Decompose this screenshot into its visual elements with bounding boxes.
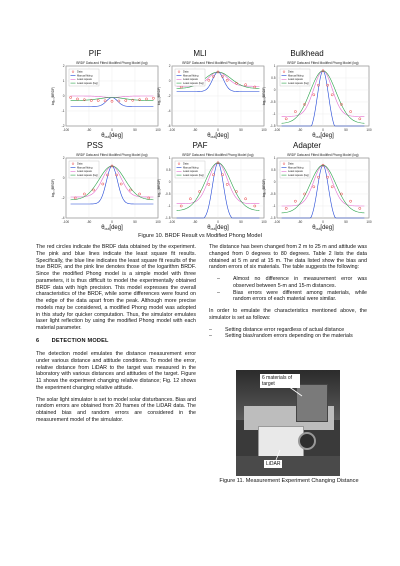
y-tick-label: -1 [61,109,65,114]
x-tick-label: 50 [344,128,348,132]
legend-label: Data [288,70,294,74]
x-tick-label: -100 [168,128,176,132]
photo-arrows [236,370,340,476]
y-tick-label: -1.5 [270,216,276,221]
section-number: 6 [36,337,40,344]
legend-label: Least square (log) [77,81,98,85]
figure-11-caption: Figure 11. Measurement Experiment Changing Distance [219,478,359,484]
legend-label: Data [77,162,83,166]
bullet-item [217,276,367,290]
x-tick-label: -50 [297,128,303,132]
y-tick-label: -4 [167,109,171,114]
x-axis-label: θout[deg] [312,225,334,232]
y-tick-label: 2 [168,64,171,69]
y-tick-label: 1 [168,156,171,161]
x-tick-label: 100 [261,128,267,132]
section-heading [36,338,196,345]
bullet-text: Setting bias/random errors depending on the materials [225,333,353,340]
x-tick-label: -50 [86,128,92,132]
x-axis-label: θout[deg] [312,133,334,140]
x-tick-label: -100 [273,128,281,132]
legend-label: Manual fitting [77,166,93,170]
x-tick-label: 50 [133,128,137,132]
x-tick-label: -100 [168,220,176,224]
y-tick-label: 0 [62,176,65,181]
plot-panel [51,153,161,231]
legend-label: Manual fitting [77,74,93,78]
x-tick-label: -50 [86,220,92,224]
plot-panel [157,153,267,231]
legend-label: Least square [183,78,198,82]
paragraph-solar-simulator: The solar light simulator is set to model solar disturbances. Bias and random errors are obtained from 20 frames of the LiDAR data. The obtained bias and random errors are considered in the measurement model of the simulator. [36,396,196,423]
y-tick-label: 0 [273,88,276,93]
plot-title-pif: PIF [88,49,102,58]
legend-label: Data [77,70,83,74]
y-tick-label: 2 [62,156,65,161]
legend-label: Data [288,162,294,166]
plot-panel [157,61,267,139]
paragraph-detection-model: The detection model emulates the distance measurement error under various distance and attitude conditions. To model the error, relative distance from LiDAR to the target was measured in the laboratory with various distances and attitudes of the target. Figure 11 shows the experiment changing relative distance; Fig. 12 shows the experiment changing relative attitude. [36,351,196,391]
y-tick-label: 0.5 [166,168,171,173]
x-tick-label: 50 [239,220,243,224]
y-tick-label: -2 [167,94,171,99]
bullet-dash: – [217,289,220,296]
y-tick-label: -2 [61,196,65,201]
y-axis-label: log₁₀(BRDF) [51,178,55,198]
paragraph-simulator-settings: In order to emulate the characteristics mentioned above, the simulator is set as follows: [209,308,367,321]
x-tick-label: 100 [155,128,161,132]
bullet-item [217,290,367,304]
right-column [209,244,367,340]
x-tick-label: 0 [111,128,113,132]
bullet-item [209,333,367,340]
plot-title-pss: PSS [86,141,103,150]
x-axis-label: θout[deg] [207,225,229,232]
x-tick-label: 50 [239,128,243,132]
y-tick-label: 0 [168,180,171,185]
plot-title-bulkhead: Bulkhead [290,49,324,58]
x-tick-label: -100 [62,220,70,224]
legend-label: Least square [77,170,92,174]
y-tick-label: -2 [61,124,65,129]
y-tick-label: -1.5 [270,124,276,129]
x-tick-label: -50 [192,128,198,132]
y-tick-label: 1 [273,156,276,161]
plot-panel [262,61,372,139]
x-tick-label: 100 [155,220,161,224]
y-axis-label: log₁₀(BRDF) [157,178,161,198]
panel-heading: BRDF Data and Fitted Modified Phong Model (log) [182,61,254,65]
bullet-dash: – [209,333,212,340]
legend-label: Least square (log) [288,173,309,177]
x-tick-label: -50 [192,220,198,224]
legend-label: Data [183,162,189,166]
legend-label: Manual fitting [183,74,199,78]
x-tick-label: 50 [133,220,137,224]
bullet-dash: – [217,276,220,283]
panel-heading: BRDF Data and Fitted Modified Phong Model (log) [287,153,359,157]
y-axis-label: log₁₀(BRDF) [262,86,266,106]
y-tick-label: 0 [273,180,276,185]
y-tick-label: 2 [62,64,65,69]
legend-label: Least square (log) [288,81,309,85]
y-tick-label: -0.5 [270,100,276,105]
y-tick-label: -6 [167,124,171,129]
figure-10-caption: Figure 10. BRDF Result vs Modified Phong Model [138,233,262,239]
bullet-text: Setting distance error regardless of actual distance [225,326,345,333]
plot-panel [262,153,372,231]
bullet-item [209,327,367,334]
x-tick-label: 0 [217,128,219,132]
legend-label: Least square (log) [183,173,204,177]
legend-label: Least square [288,78,303,82]
bullet-text: Almost no difference in measurement error was observed between 5-m and 15-m distances. [233,276,367,289]
legend-label: Least square (log) [183,81,204,85]
x-tick-label: 0 [111,220,113,224]
x-tick-label: 100 [261,220,267,224]
x-tick-label: 100 [366,128,372,132]
photo-label-lidar: LiDAR [266,461,281,467]
x-tick-label: 50 [344,220,348,224]
y-axis-label: log₁₀(BRDF) [51,86,55,106]
x-tick-label: -100 [273,220,281,224]
plot-title-adapter: Adapter [292,141,322,150]
panel-heading: BRDF Data and Fitted Modified Phong Model (log) [182,153,254,157]
bullet-text: Bias errors were different among materials, while random errors of each material were similar. [233,289,367,303]
bullet-dash: – [209,326,212,333]
photo-label-target: 6 materials of target [260,374,300,388]
x-axis-label: θout[deg] [207,133,229,140]
legend-label: Least square [288,170,303,174]
y-tick-label: -1 [167,204,171,209]
legend-label: Manual fitting [288,74,304,78]
y-axis-label: log₁₀(BRDF) [262,178,266,198]
arrow-target [288,386,302,396]
brdf-plots [0,0,400,240]
legend-label: Least square [183,170,198,174]
x-tick-label: 0 [217,220,219,224]
y-tick-label: -1 [272,204,276,209]
plot-panel [51,61,161,139]
x-tick-label: -100 [62,128,70,132]
paragraph-brdf-results: The red circles indicate the BRDF data obtained by the experiment. The pink and blue lines indicate the least square fit results. Specifically, the blue line indicates the least square fit results of the true BRDF, and the pink line denotes those of the logarithm BRDF. Since the modified Phong model is a simple model with three parameters, it is thus difficult to model the experimentally obtained BRDF data with high precision. This model expresses the overall characteristics of the BRDF, while some differences were found on the edge of the data apart from the peak. Although more precise models may be considered, a modified Phong model was adopted in this study for quicker computation. Thus, the simulator emulates laser light reflection by using the modified Phong model with each material parameter. [36,244,196,332]
arrow-lidar [276,450,280,460]
y-tick-label: 0.5 [271,76,276,81]
y-axis-label: log₁₀(BRDF) [157,86,161,106]
legend-label: Least square [77,78,92,82]
x-axis-label: θout[deg] [101,225,123,232]
y-tick-label: 1 [62,79,65,84]
paragraph-distance-change: The distance has been changed from 2 m to 25 m and attitude was changed from 0 degrees to 80 degrees. Table 2 lists the data obtained at 5 m and at 15 m. The data listed show the bias and random errors of six materials. The table suggests the following: [209,244,367,271]
y-tick-label: -0.5 [165,192,171,197]
plot-title-paf: PAF [192,141,208,150]
y-tick-label: 0.5 [271,168,276,173]
left-column [36,244,196,429]
x-tick-label: 0 [322,220,324,224]
legend-label: Least square (log) [77,173,98,177]
x-tick-label: 100 [366,220,372,224]
x-tick-label: -50 [297,220,303,224]
y-tick-label: -1.5 [165,216,171,221]
legend-label: Data [183,70,189,74]
y-tick-label: -4 [61,216,65,221]
panel-heading: BRDF Data and Fitted Modified Phong Model (log) [76,153,148,157]
panel-heading: BRDF Data and Fitted Modified Phong Model (log) [287,61,359,65]
y-tick-label: 0 [168,79,171,84]
y-tick-label: -1 [272,112,276,117]
legend-label: Manual fitting [288,166,304,170]
y-tick-label: 1 [273,64,276,69]
x-axis-label: θout[deg] [101,133,123,140]
plot-title-mli: MLI [193,49,207,58]
x-tick-label: 0 [322,128,324,132]
section-title: DETECTION MODEL [51,337,109,344]
measurement-photo [236,370,340,476]
legend-label: Manual fitting [183,166,199,170]
y-tick-label: 0 [62,94,65,99]
panel-heading: BRDF Data and Fitted Modified Phong Model (log) [76,61,148,65]
y-tick-label: -0.5 [270,192,276,197]
